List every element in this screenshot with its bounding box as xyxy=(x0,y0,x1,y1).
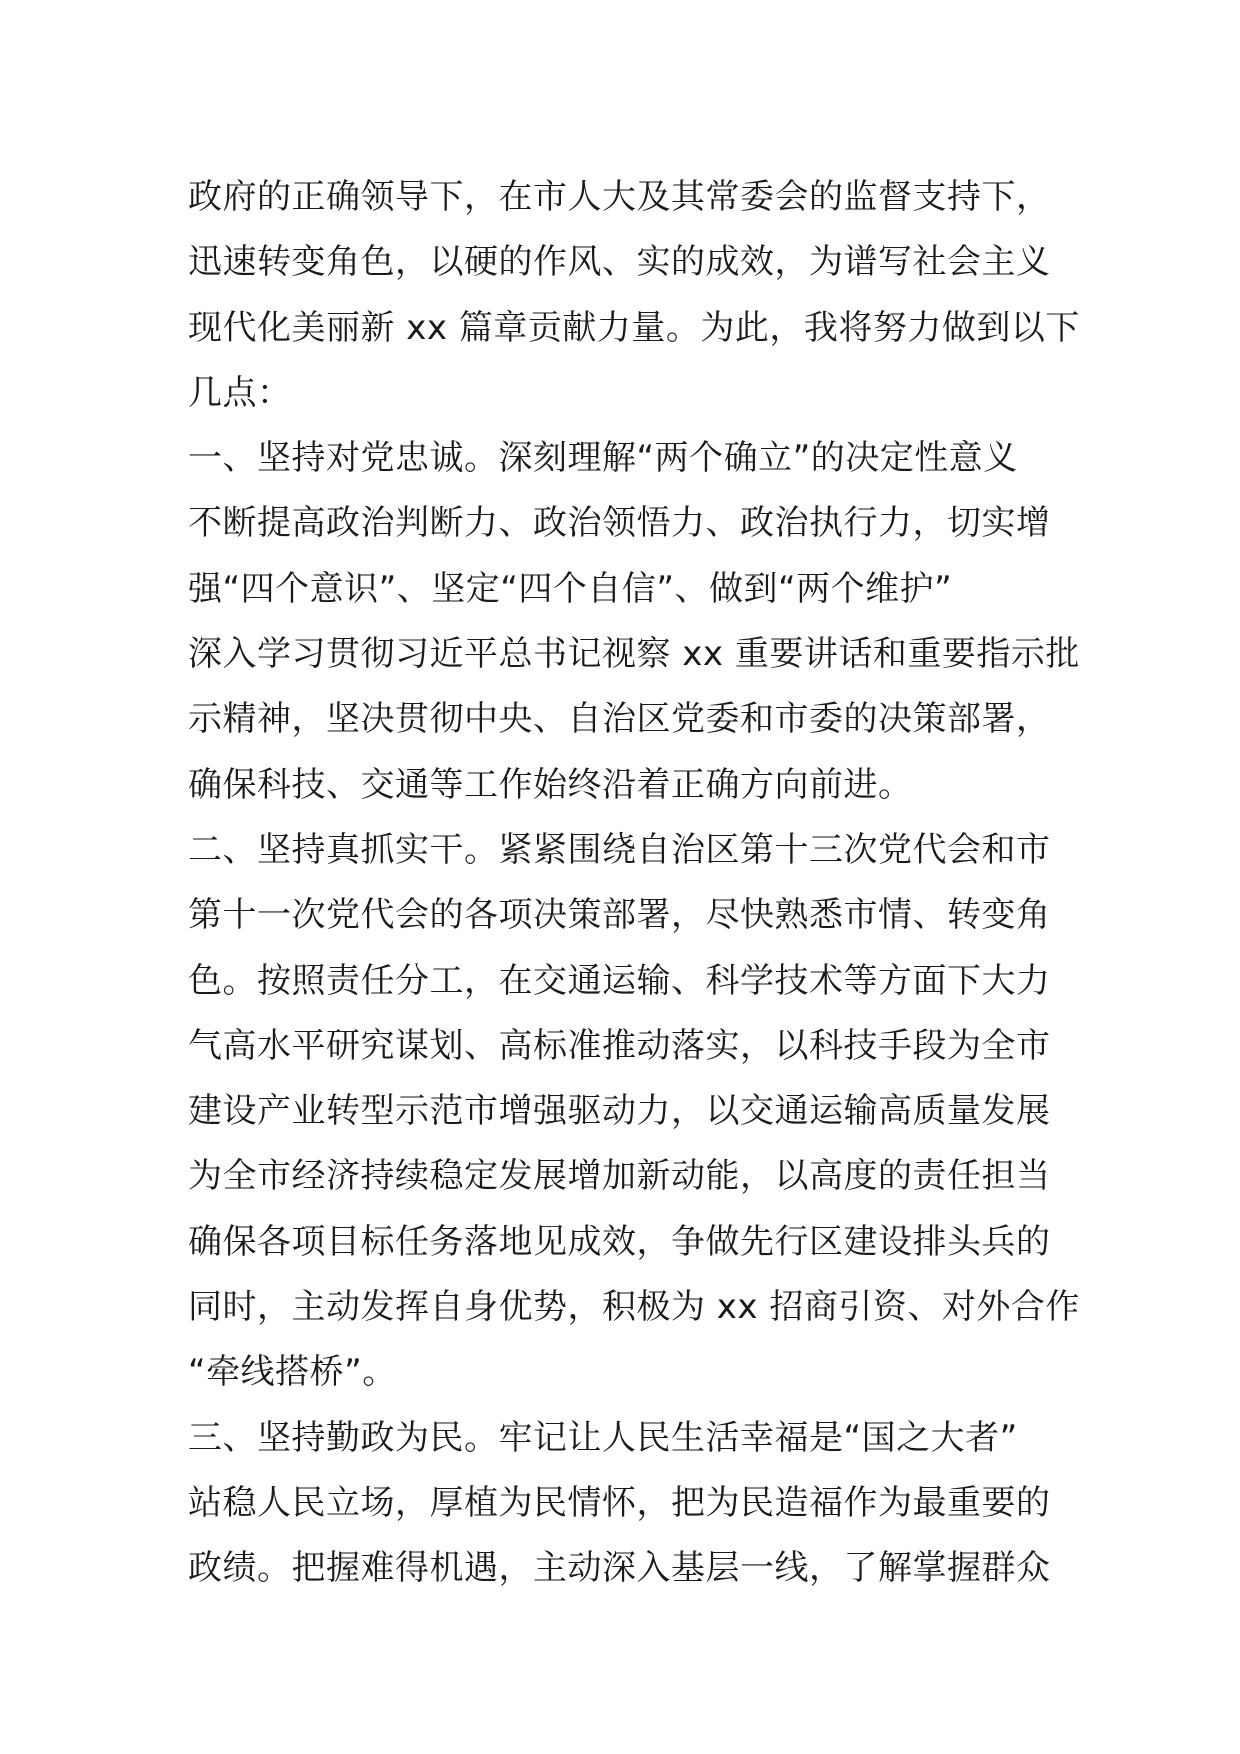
text-line: 不断提高政治判断力、政治领悟力、政治执行力，切实增 xyxy=(188,503,1051,544)
text-line: 确保各项目标任务落地见成效，争做先行区建设排头兵的 xyxy=(188,1221,1051,1262)
text-line: 气高水平研究谋划、高标准推动落实，以科技手段为全市 xyxy=(188,1025,1051,1066)
text-line: 政绩。把握难得机遇，主动深入基层一线，了解掌握群众 xyxy=(188,1548,1051,1589)
section-heading-line: 三、坚持勤政为民。牢记让人民生活幸福是“国之大者” xyxy=(188,1417,1018,1458)
text-line: 强“四个意识”、坚定“四个自信”、做到“两个维护” xyxy=(188,568,953,609)
text-line: 示精神，坚决贯彻中央、自治区党委和市委的决策部署， xyxy=(188,699,1051,740)
text-line: 同时，主动发挥自身优势，积极为 xx 招商引资、对外合作 xyxy=(188,1287,1080,1328)
text-line: 确保科技、交通等工作始终沿着正确方向前进。 xyxy=(188,764,913,805)
text-line: 几点： xyxy=(188,372,292,413)
section-heading-line: 一、坚持对党忠诚。深刻理解“两个确立”的决定性意义 xyxy=(188,438,1018,479)
section-heading-line: 二、坚持真抓实干。紧紧围绕自治区第十三次党代会和市 xyxy=(188,829,1051,870)
document-body xyxy=(188,165,1080,1602)
text-line: 第十一次党代会的各项决策部署，尽快熟悉市情、转变角 xyxy=(188,895,1051,936)
text-line: 深入学习贯彻习近平总书记视察 xx 重要讲话和重要指示批 xyxy=(188,634,1080,675)
text-line: 迅速转变角色，以硬的作风、实的成效，为谱写社会主义 xyxy=(188,242,1051,283)
text-line: 色。按照责任分工，在交通运输、科学技术等方面下大力 xyxy=(188,960,1051,1001)
text-line: 现代化美丽新 xx 篇章贡献力量。为此，我将努力做到以下 xyxy=(188,307,1080,348)
text-line: 建设产业转型示范市增强驱动力，以交通运输高质量发展 xyxy=(188,1091,1051,1132)
text-line: 为全市经济持续稳定发展增加新动能，以高度的责任担当 xyxy=(188,1156,1051,1197)
text-line: 站稳人民立场，厚植为民情怀，把为民造福作为最重要的 xyxy=(188,1482,1051,1523)
text-line: 政府的正确领导下，在市人大及其常委会的监督支持下， xyxy=(188,177,1051,217)
text-line: “牵线搭桥”。 xyxy=(188,1352,397,1393)
